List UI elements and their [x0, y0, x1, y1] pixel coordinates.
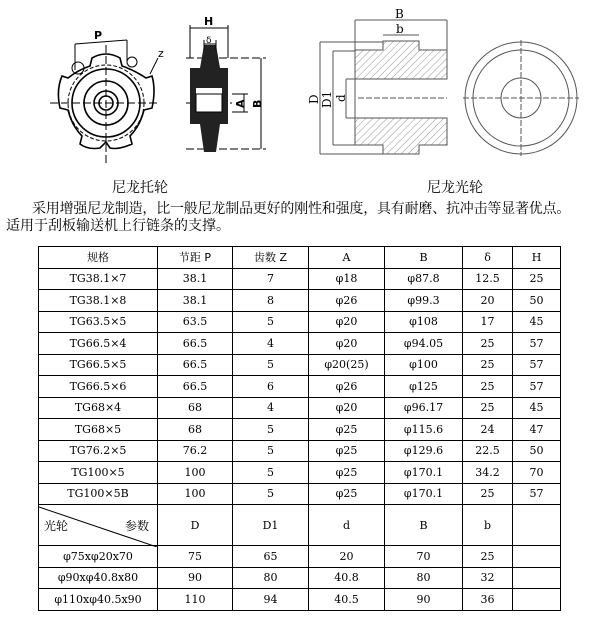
cell: 4 [233, 397, 309, 419]
cell: 5 [233, 311, 309, 333]
cell [513, 546, 561, 568]
cell: TG100×5B [39, 483, 158, 505]
header-b-width: B [385, 505, 463, 546]
cell: φ20 [309, 397, 385, 419]
description-line-2: 适用于刮板输送机上行链条的支撑。 [6, 218, 230, 234]
cell: φ96.17 [385, 397, 463, 419]
cell: 5 [233, 483, 309, 505]
cell: 25 [513, 268, 561, 290]
table-row [39, 462, 561, 484]
cell: 25 [463, 333, 513, 355]
cell: 57 [513, 354, 561, 376]
cell: 34.2 [463, 462, 513, 484]
cell: TG100×5 [39, 462, 158, 484]
cell: TG66.5×6 [39, 376, 158, 398]
cell: φ18 [309, 268, 385, 290]
plain-bore-label: d [334, 94, 348, 102]
table-row [39, 483, 561, 505]
cell: φ25 [309, 462, 385, 484]
cell: 57 [513, 376, 561, 398]
teeth-label: z [158, 47, 164, 60]
product-description [6, 201, 600, 235]
cell: 6 [233, 376, 309, 398]
cell [513, 567, 561, 589]
description-line-1: 采用增强尼龙制造，比一般尼龙制品更好的刚性和强度，具有耐磨、抗冲击等显著优点。 [32, 201, 571, 217]
cell: φ87.8 [385, 268, 463, 290]
cell: 38.1 [158, 290, 233, 312]
table-row [39, 546, 561, 568]
table-row [39, 290, 561, 312]
table-row [39, 440, 561, 462]
cell: 57 [513, 483, 561, 505]
cell: TG63.5×5 [39, 311, 158, 333]
cell: 25 [463, 354, 513, 376]
cell: 76.2 [158, 440, 233, 462]
table-row [39, 268, 561, 290]
table-row [39, 567, 561, 589]
cell: 80 [385, 567, 463, 589]
cell: φ110xφ40.5x90 [39, 589, 158, 611]
table-row [39, 354, 561, 376]
plain-roller-header-row [39, 505, 561, 546]
cell: 66.5 [158, 376, 233, 398]
cell: φ108 [385, 311, 463, 333]
table-header-row [39, 247, 561, 269]
cell: φ20(25) [309, 354, 385, 376]
cell: TG38.1×7 [39, 268, 158, 290]
cell: TG68×4 [39, 397, 158, 419]
plain-inner-outer-label: D1 [320, 90, 334, 108]
cell: 70 [513, 462, 561, 484]
cell: 8 [233, 290, 309, 312]
cell: 25 [463, 397, 513, 419]
delta-label: δ [206, 36, 212, 46]
cell: 45 [513, 311, 561, 333]
header-pitch: 节距 P [158, 247, 233, 269]
cell: 5 [233, 462, 309, 484]
cell: φ20 [309, 311, 385, 333]
sprocket-roller-drawing [0, 0, 300, 170]
table-row [39, 311, 561, 333]
cell: 80 [233, 567, 309, 589]
cell: φ115.6 [385, 419, 463, 441]
cell: φ99.3 [385, 290, 463, 312]
cell: 40.5 [309, 589, 385, 611]
cell: 32 [463, 567, 513, 589]
cell: φ170.1 [385, 462, 463, 484]
cell: 66.5 [158, 333, 233, 355]
header-teeth: 齿数 Z [233, 247, 309, 269]
header-delta: δ [463, 247, 513, 269]
cell: 68 [158, 419, 233, 441]
cell: 50 [513, 440, 561, 462]
cell: TG76.2×5 [39, 440, 158, 462]
cell: 100 [158, 483, 233, 505]
cell: 25 [463, 376, 513, 398]
cell: 5 [233, 354, 309, 376]
cell: 70 [385, 546, 463, 568]
table-row [39, 376, 561, 398]
cell: 40.8 [309, 567, 385, 589]
plain-width-label: B [395, 7, 404, 21]
diag-right-label: 参数 [124, 519, 149, 533]
cell: 4 [233, 333, 309, 355]
cell: 45 [513, 397, 561, 419]
cell: φ100 [385, 354, 463, 376]
header-spec: 规格 [39, 247, 158, 269]
cell [513, 589, 561, 611]
diag-left-label: 光轮 [44, 519, 69, 533]
cell: 25 [463, 483, 513, 505]
cell: 110 [158, 589, 233, 611]
cell: φ20 [309, 333, 385, 355]
cell: φ129.6 [385, 440, 463, 462]
cell: 20 [309, 546, 385, 568]
table-row [39, 397, 561, 419]
cell: 50 [513, 290, 561, 312]
header-d1: D1 [233, 505, 309, 546]
cell: φ90xφ40.8x80 [39, 567, 158, 589]
cell: φ26 [309, 376, 385, 398]
cell: 63.5 [158, 311, 233, 333]
cell: φ25 [309, 483, 385, 505]
cell: φ75xφ20x70 [39, 546, 158, 568]
cell: 24 [463, 419, 513, 441]
cell: TG66.5×5 [39, 354, 158, 376]
header-d-outer: D [158, 505, 233, 546]
table-row [39, 419, 561, 441]
cell: φ25 [309, 440, 385, 462]
cell: 75 [158, 546, 233, 568]
cell: 12.5 [463, 268, 513, 290]
cell: 90 [158, 567, 233, 589]
bore-label: A [234, 99, 247, 108]
header-h: H [513, 247, 561, 269]
cell: 68 [158, 397, 233, 419]
cell: 5 [233, 419, 309, 441]
table-row [39, 333, 561, 355]
plain-outer-label: D [307, 94, 321, 104]
cell: φ25 [309, 419, 385, 441]
cell: 65 [233, 546, 309, 568]
cell: TG68×5 [39, 419, 158, 441]
cell: 20 [463, 290, 513, 312]
header-b-hub: b [463, 505, 513, 546]
table-row [39, 589, 561, 611]
cell: φ26 [309, 290, 385, 312]
plain-roller-drawing [300, 0, 600, 170]
plain-roller-caption: 尼龙光轮 [427, 180, 483, 196]
cell: 36 [463, 589, 513, 611]
spec-table [38, 246, 561, 611]
sprocket-roller-caption: 尼龙托轮 [112, 180, 168, 196]
pitch-label: P [94, 29, 103, 42]
header-empty [513, 505, 561, 546]
header-b: B [385, 247, 463, 269]
cell: φ94.05 [385, 333, 463, 355]
cell: 90 [385, 589, 463, 611]
cell: 5 [233, 440, 309, 462]
cell: 7 [233, 268, 309, 290]
cell: TG66.5×4 [39, 333, 158, 355]
outer-label: B [251, 99, 264, 108]
cell: TG38.1×8 [39, 290, 158, 312]
header-d-bore: d [309, 505, 385, 546]
cell: 94 [233, 589, 309, 611]
cell: φ125 [385, 376, 463, 398]
cell: 66.5 [158, 354, 233, 376]
cell: φ170.1 [385, 483, 463, 505]
diagonal-header-cell [39, 505, 158, 546]
cell: 17 [463, 311, 513, 333]
header-a: A [309, 247, 385, 269]
width-label: H [204, 15, 214, 28]
cell: 100 [158, 462, 233, 484]
cell: 47 [513, 419, 561, 441]
cell: 22.5 [463, 440, 513, 462]
cell: 57 [513, 333, 561, 355]
hub-width-label: b [396, 22, 404, 36]
cell: 25 [463, 546, 513, 568]
cell: 38.1 [158, 268, 233, 290]
